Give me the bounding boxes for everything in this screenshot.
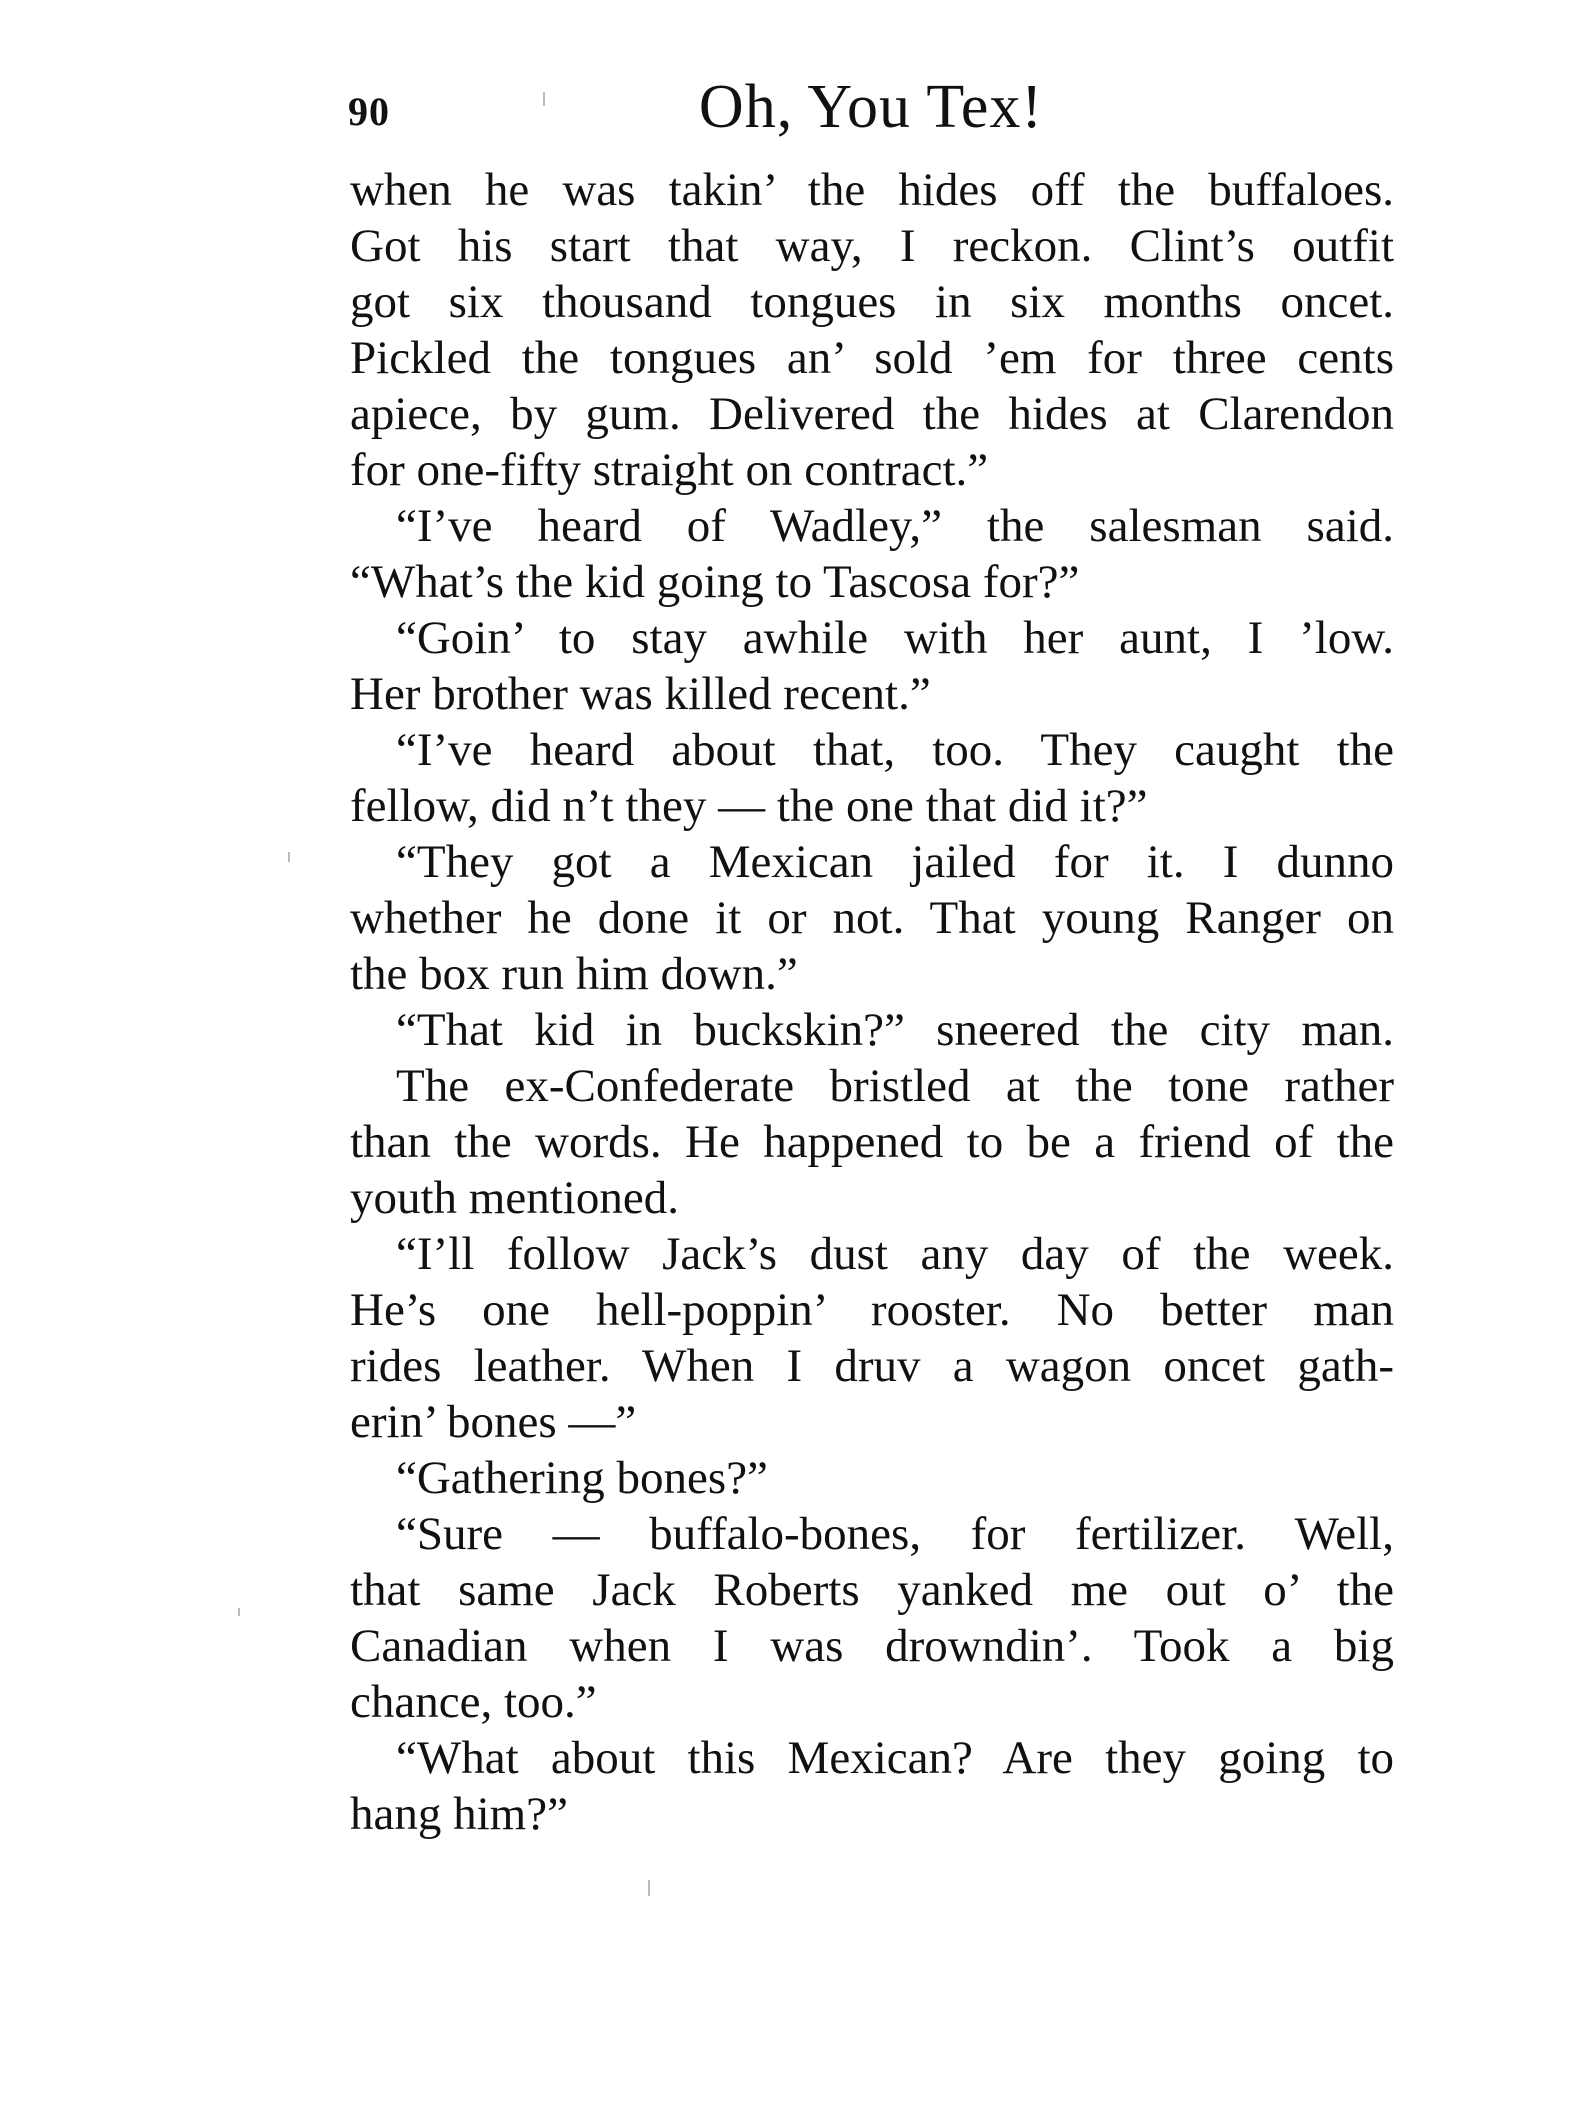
- running-title: Oh, You Tex!: [698, 73, 1044, 141]
- page-number: 90: [348, 89, 390, 134]
- text-line: for one-fifty straight on contract.”: [350, 444, 989, 496]
- text-line: “They got a Mexican jailed for it. I dunno: [396, 836, 1394, 888]
- text-line: than the words. He happened to be a friend of the: [350, 1116, 1394, 1168]
- text-line: “What’s the kid going to Tascosa for?”: [350, 556, 1080, 608]
- text-line: He’s one hell-poppin’ rooster. No better man: [350, 1284, 1394, 1336]
- text-line: “I’ll follow Jack’s dust any day of the week.: [396, 1228, 1394, 1280]
- text-line: “Sure — buffalo-bones, for fertilizer. Well,: [396, 1508, 1394, 1560]
- text-line: whether he done it or not. That young Ranger on: [350, 892, 1394, 944]
- text-line: “I’ve heard of Wadley,” the salesman said.: [396, 500, 1394, 552]
- text-line: youth mentioned.: [350, 1172, 679, 1224]
- text-line: Canadian when I was drowndin’. Took a big: [350, 1620, 1394, 1672]
- text-line: Got his start that way, I reckon. Clint’s outfit: [350, 220, 1394, 272]
- text-line: Her brother was killed recent.”: [350, 668, 931, 720]
- text-line: fellow, did n’t they — the one that did it?”: [350, 780, 1148, 832]
- text-line: chance, too.”: [350, 1676, 597, 1728]
- text-line: that same Jack Roberts yanked me out o’ the: [350, 1564, 1394, 1616]
- text-line: apiece, by gum. Delivered the hides at Clarendon: [350, 388, 1394, 440]
- text-line: Pickled the tongues an’ sold ’em for three cents: [350, 332, 1394, 384]
- text-line: “Goin’ to stay awhile with her aunt, I ’low.: [396, 612, 1394, 664]
- text-line: when he was takin’ the hides off the buffaloes.: [350, 164, 1394, 216]
- text-line: “What about this Mexican? Are they going to: [396, 1732, 1394, 1784]
- text-line: The ex-Confederate bristled at the tone rather: [396, 1060, 1394, 1112]
- scan-speck: [238, 1608, 240, 1616]
- text-line: rides leather. When I druv a wagon oncet gath-: [350, 1340, 1394, 1392]
- text-line: “Gathering bones?”: [396, 1452, 768, 1504]
- body-text: [350, 162, 1394, 1842]
- text-line: the box run him down.”: [350, 948, 798, 1000]
- scan-speck: [288, 852, 290, 862]
- scan-speck: [648, 1880, 650, 1896]
- text-line: got six thousand tongues in six months oncet.: [350, 276, 1394, 328]
- text-line: hang him?”: [350, 1788, 568, 1840]
- text-line: “I’ve heard about that, too. They caught the: [396, 724, 1394, 776]
- text-line: “That kid in buckskin?” sneered the city man.: [396, 1004, 1394, 1056]
- text-line: erin’ bones —”: [350, 1396, 637, 1448]
- page-header: [348, 72, 1394, 152]
- scan-speck: [543, 92, 545, 106]
